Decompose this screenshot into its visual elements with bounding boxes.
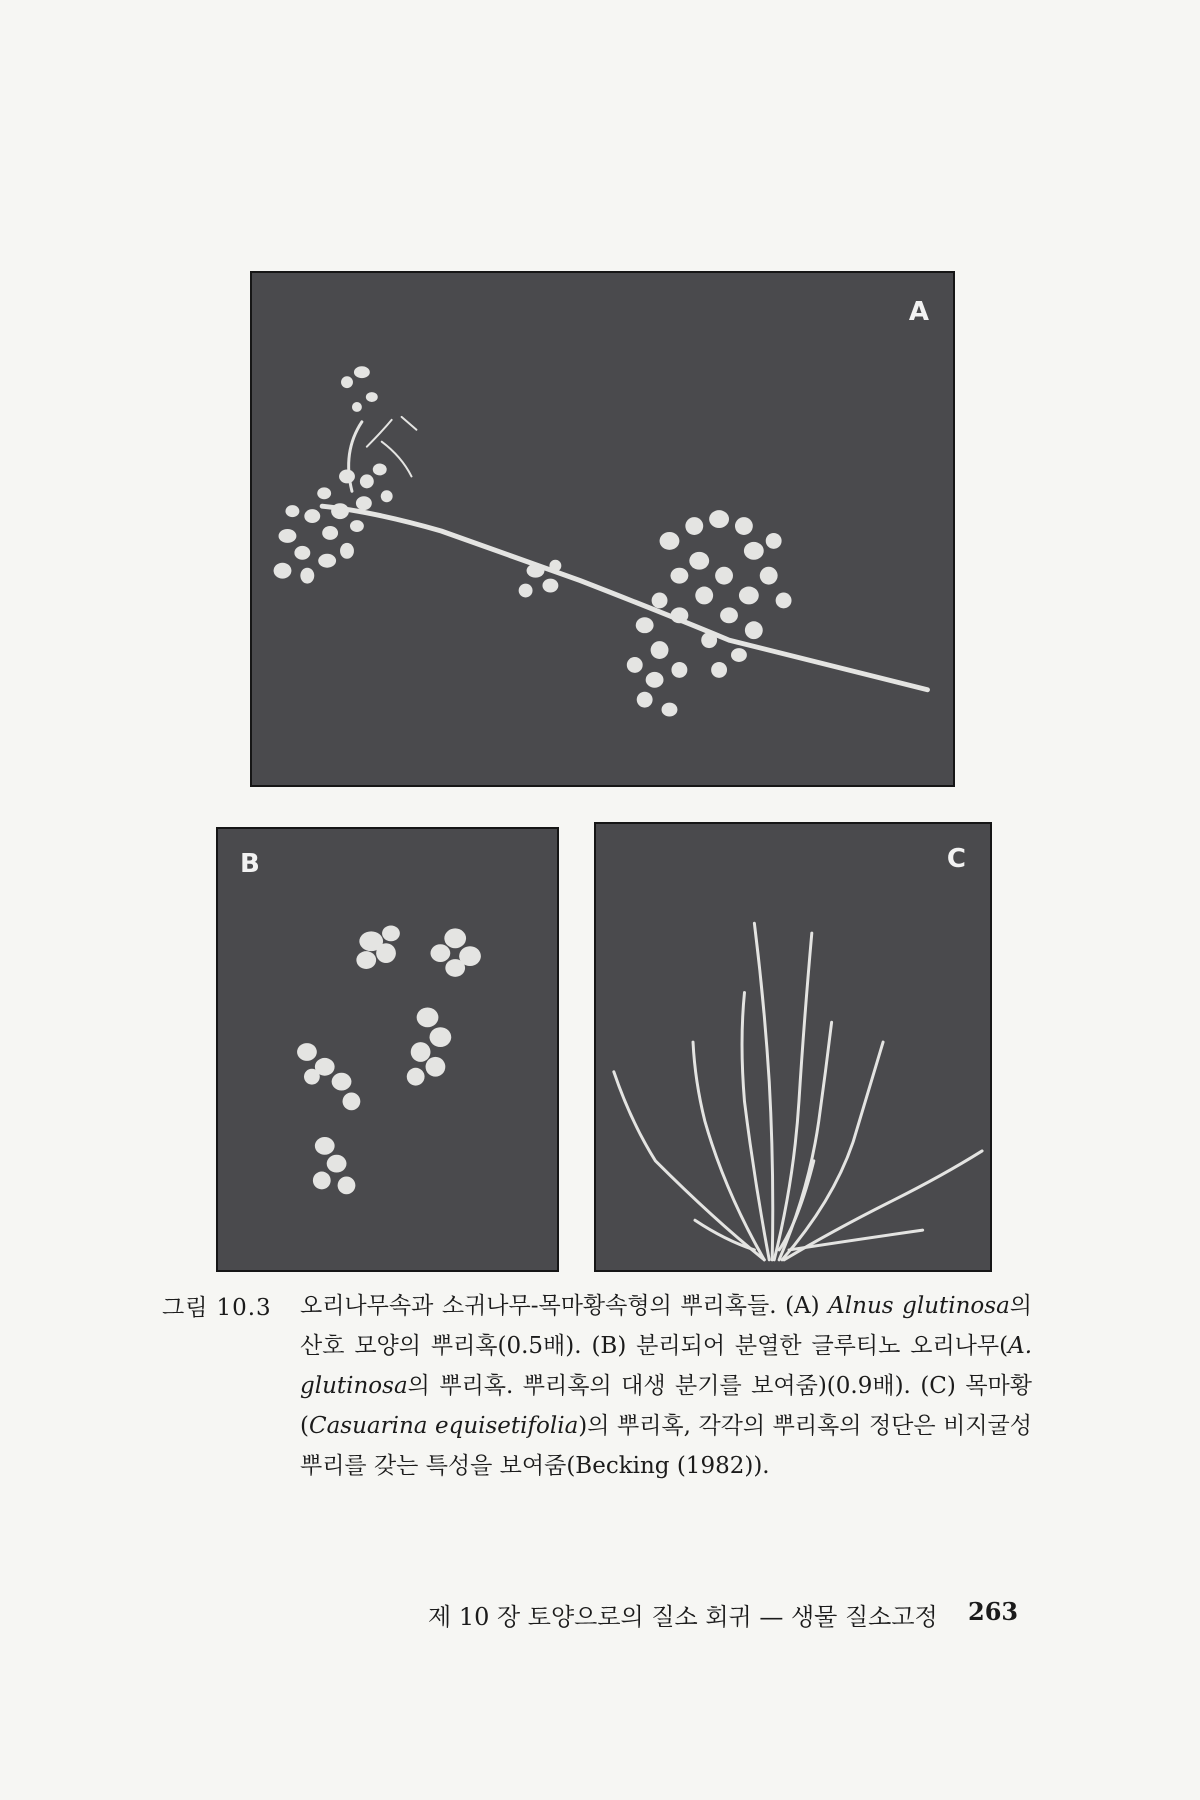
- caption-segment: 오리나무속과 소귀나무-목마황속형의 뿌리혹들. (A): [300, 1293, 829, 1319]
- running-footer-chapter: 제 10 장 토양으로의 질소 회귀 — 생물 질소고정: [428, 1603, 938, 1631]
- alnus-root-nodule-illustration: [252, 273, 953, 785]
- caption-species-name: A. glutinosa: [300, 1333, 1032, 1399]
- figure-caption-label: [162, 1289, 272, 1322]
- panel-letter-c: C: [946, 844, 966, 874]
- figure-panel-c: [594, 822, 992, 1272]
- caption-segment: 의 뿌리혹. 뿌리혹의 대생 분기를 보여줌)(0.9배). (C) 목마황(: [300, 1373, 1032, 1439]
- panel-letter-a: A: [908, 297, 929, 327]
- separated-nodules-illustration: [218, 829, 557, 1270]
- caption-segment: )의 뿌리혹, 각각의 뿌리혹의 정단은 비지굴성 뿌리를 갖는 특성을 보여줌(Becking (1982)).: [300, 1413, 1032, 1479]
- panel-letter-b: B: [240, 849, 260, 879]
- page-number: 263: [968, 1597, 1019, 1626]
- figure-caption-text: [300, 1286, 1032, 1486]
- figure-panel-b: [216, 827, 559, 1272]
- casuarina-nodule-illustration: [596, 824, 990, 1270]
- caption-species-name: Alnus glutinosa: [828, 1293, 1010, 1319]
- figure-number: 10.3: [216, 1295, 272, 1321]
- figure-label-word: 그림: [162, 1295, 209, 1321]
- caption-segment: 의 산호 모양의 뿌리혹(0.5배). (B) 분리되어 분열한 글루티노 오리나무(: [300, 1293, 1032, 1359]
- caption-species-name: Casuarina equisetifolia: [308, 1413, 579, 1439]
- figure-panel-a: [250, 271, 955, 787]
